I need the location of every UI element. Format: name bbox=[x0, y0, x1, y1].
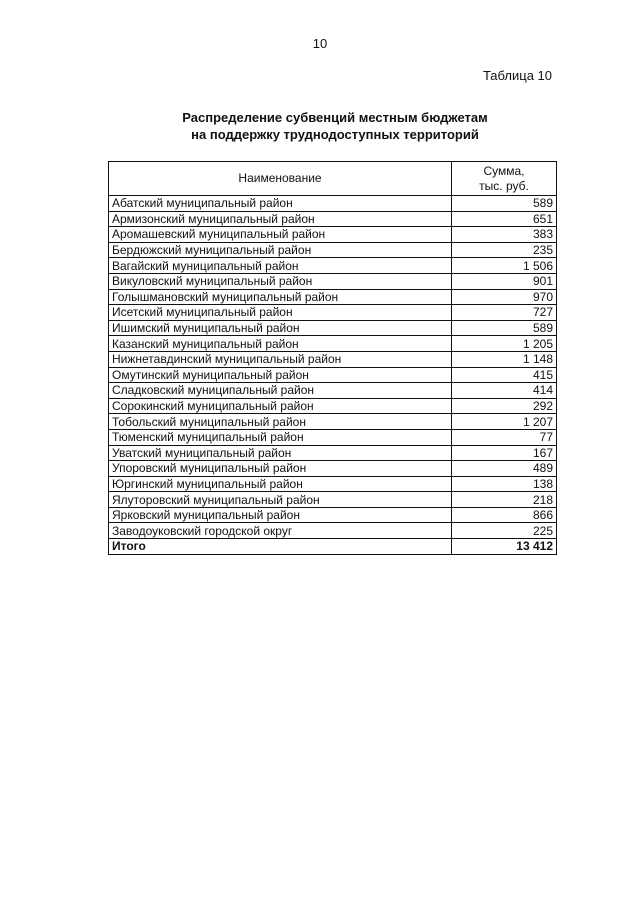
table-row bbox=[109, 289, 557, 305]
row-name: Ишимский муниципальный район bbox=[109, 320, 452, 336]
table-row bbox=[109, 227, 557, 243]
title-line-1: Распределение субвенций местным бюджетам bbox=[182, 110, 488, 125]
row-name: Упоровский муниципальный район bbox=[109, 461, 452, 477]
row-amount: 218 bbox=[452, 492, 557, 508]
table-row bbox=[109, 445, 557, 461]
row-name: Казанский муниципальный район bbox=[109, 336, 452, 352]
table-row bbox=[109, 414, 557, 430]
table-row bbox=[109, 492, 557, 508]
row-amount: 727 bbox=[452, 305, 557, 321]
row-amount: 489 bbox=[452, 461, 557, 477]
table-row bbox=[109, 320, 557, 336]
row-amount: 1 205 bbox=[452, 336, 557, 352]
row-amount: 970 bbox=[452, 289, 557, 305]
row-amount: 901 bbox=[452, 273, 557, 289]
table-row bbox=[109, 461, 557, 477]
row-amount: 651 bbox=[452, 211, 557, 227]
row-name: Бердюжский муниципальный район bbox=[109, 242, 452, 258]
row-name: Уватский муниципальный район bbox=[109, 445, 452, 461]
row-name: Заводоуковский городской округ bbox=[109, 523, 452, 539]
row-amount: 1 506 bbox=[452, 258, 557, 274]
row-amount: 866 bbox=[452, 507, 557, 523]
header-sum bbox=[452, 162, 557, 196]
table-row bbox=[109, 242, 557, 258]
table-label: Таблица 10 bbox=[482, 68, 552, 83]
header-sum-line-1: Сумма, bbox=[483, 163, 525, 178]
table-row bbox=[109, 196, 557, 212]
row-name: Исетский муниципальный район bbox=[109, 305, 452, 321]
table-row bbox=[109, 351, 557, 367]
row-amount: 77 bbox=[452, 429, 557, 445]
table-row bbox=[109, 367, 557, 383]
row-name: Тобольский муниципальный район bbox=[109, 414, 452, 430]
row-name: Голышмановский муниципальный район bbox=[109, 289, 452, 305]
row-name: Армизонский муниципальный район bbox=[109, 211, 452, 227]
table-row bbox=[109, 258, 557, 274]
row-amount: 225 bbox=[452, 523, 557, 539]
table-row bbox=[109, 523, 557, 539]
row-name: Викуловский муниципальный район bbox=[109, 273, 452, 289]
row-amount: 1 148 bbox=[452, 351, 557, 367]
row-name: Омутинский муниципальный район bbox=[109, 367, 452, 383]
row-name: Ялуторовский муниципальный район bbox=[109, 492, 452, 508]
row-name: Тюменский муниципальный район bbox=[109, 429, 452, 445]
header-name: Наименование bbox=[109, 162, 452, 196]
total-amount: 13 412 bbox=[452, 539, 557, 555]
document-title bbox=[0, 109, 640, 143]
table-row bbox=[109, 507, 557, 523]
row-amount: 383 bbox=[452, 227, 557, 243]
row-amount: 414 bbox=[452, 383, 557, 399]
total-row bbox=[109, 539, 557, 555]
row-name: Аромашевский муниципальный район bbox=[109, 227, 452, 243]
row-amount: 1 207 bbox=[452, 414, 557, 430]
subvention-table bbox=[108, 161, 557, 555]
page-number: 10 bbox=[312, 36, 328, 51]
row-name: Сладковский муниципальный район bbox=[109, 383, 452, 399]
row-name: Вагайский муниципальный район bbox=[109, 258, 452, 274]
table-header-row bbox=[109, 162, 557, 196]
row-name: Ярковский муниципальный район bbox=[109, 507, 452, 523]
row-name: Нижнетавдинский муниципальный район bbox=[109, 351, 452, 367]
row-amount: 167 bbox=[452, 445, 557, 461]
table-row bbox=[109, 273, 557, 289]
row-amount: 589 bbox=[452, 196, 557, 212]
table-row bbox=[109, 476, 557, 492]
table-row bbox=[109, 398, 557, 414]
title-line-2: на поддержку труднодоступных территорий bbox=[191, 127, 479, 142]
table-row bbox=[109, 336, 557, 352]
header-sum-line-2: тыс. руб. bbox=[479, 178, 529, 193]
row-name: Сорокинский муниципальный район bbox=[109, 398, 452, 414]
table-row bbox=[109, 305, 557, 321]
row-amount: 138 bbox=[452, 476, 557, 492]
row-name: Юргинский муниципальный район bbox=[109, 476, 452, 492]
row-amount: 235 bbox=[452, 242, 557, 258]
table-body bbox=[109, 196, 557, 555]
table-row bbox=[109, 211, 557, 227]
total-label: Итого bbox=[109, 539, 452, 555]
table-row bbox=[109, 383, 557, 399]
row-amount: 415 bbox=[452, 367, 557, 383]
table-row bbox=[109, 429, 557, 445]
row-amount: 292 bbox=[452, 398, 557, 414]
row-amount: 589 bbox=[452, 320, 557, 336]
row-name: Абатский муниципальный район bbox=[109, 196, 452, 212]
